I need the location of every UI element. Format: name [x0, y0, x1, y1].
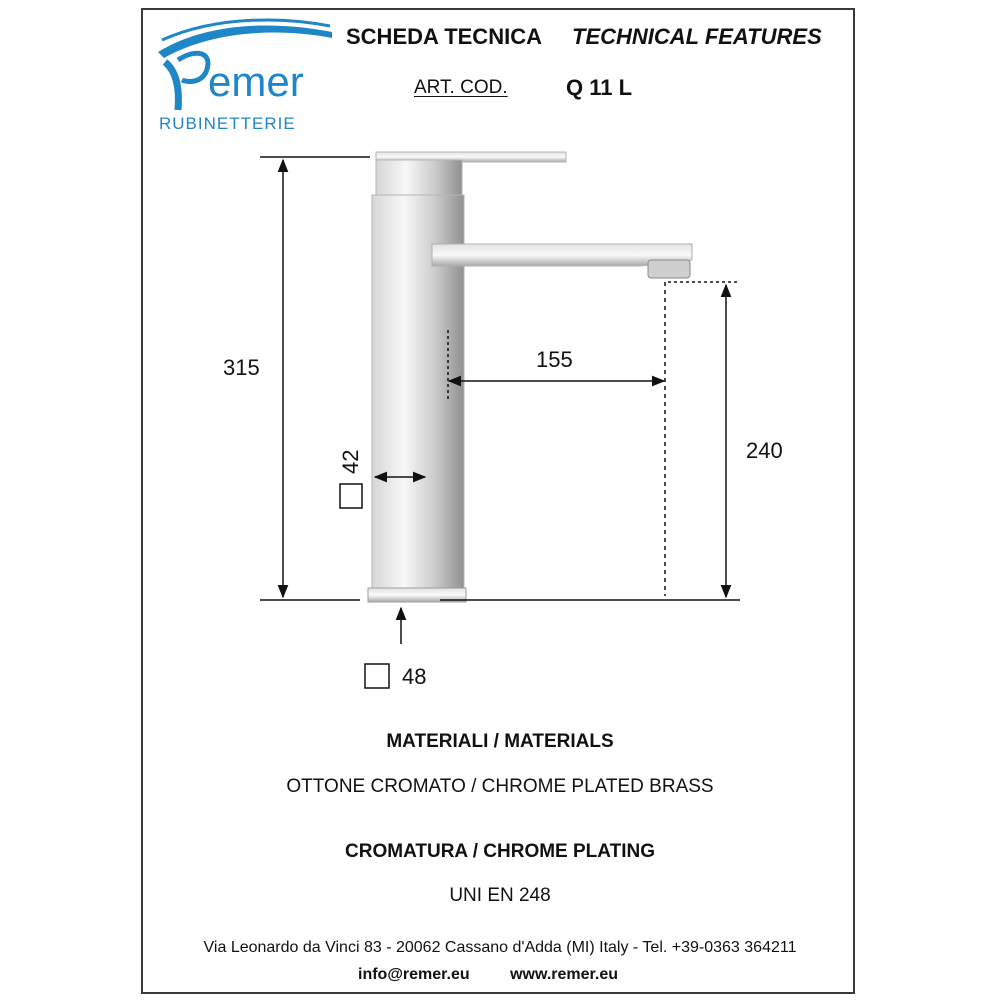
dim-label-48: 48	[402, 664, 427, 689]
logo-subtitle: RUBINETTERIE	[159, 114, 296, 133]
faucet-spout	[432, 244, 692, 278]
article-code-label: ART. COD.	[414, 77, 508, 98]
title-english: TECHNICAL FEATURES	[572, 24, 822, 49]
footer-address: Via Leonardo da Vinci 83 - 20062 Cassano d'Adda (MI) Italy - Tel. +39-0363 364211	[203, 939, 797, 956]
article-code-value: Q 11 L	[566, 75, 633, 100]
dim-label-42: 42	[338, 449, 363, 474]
plating-title: CROMATURA / CHROME PLATING	[345, 841, 655, 862]
dim-label-240: 240	[746, 438, 783, 463]
footer-website[interactable]: www.remer.eu	[510, 966, 618, 983]
title-italian: SCHEDA TECNICA	[346, 24, 542, 49]
footer-email[interactable]: info@remer.eu	[358, 966, 470, 983]
materials-value: OTTONE CROMATO / CHROME PLATED BRASS	[286, 776, 714, 797]
square-symbol-icon	[365, 664, 389, 688]
materials-title: MATERIALI / MATERIALS	[386, 731, 614, 752]
logo-wordmark: emer	[208, 58, 304, 105]
footer-links	[358, 966, 618, 984]
plating-value: UNI EN 248	[449, 885, 551, 906]
square-symbol-icon	[340, 484, 362, 508]
dim-label-315: 315	[223, 355, 260, 380]
dim-label-155: 155	[536, 347, 573, 372]
faucet-lever	[376, 152, 566, 196]
